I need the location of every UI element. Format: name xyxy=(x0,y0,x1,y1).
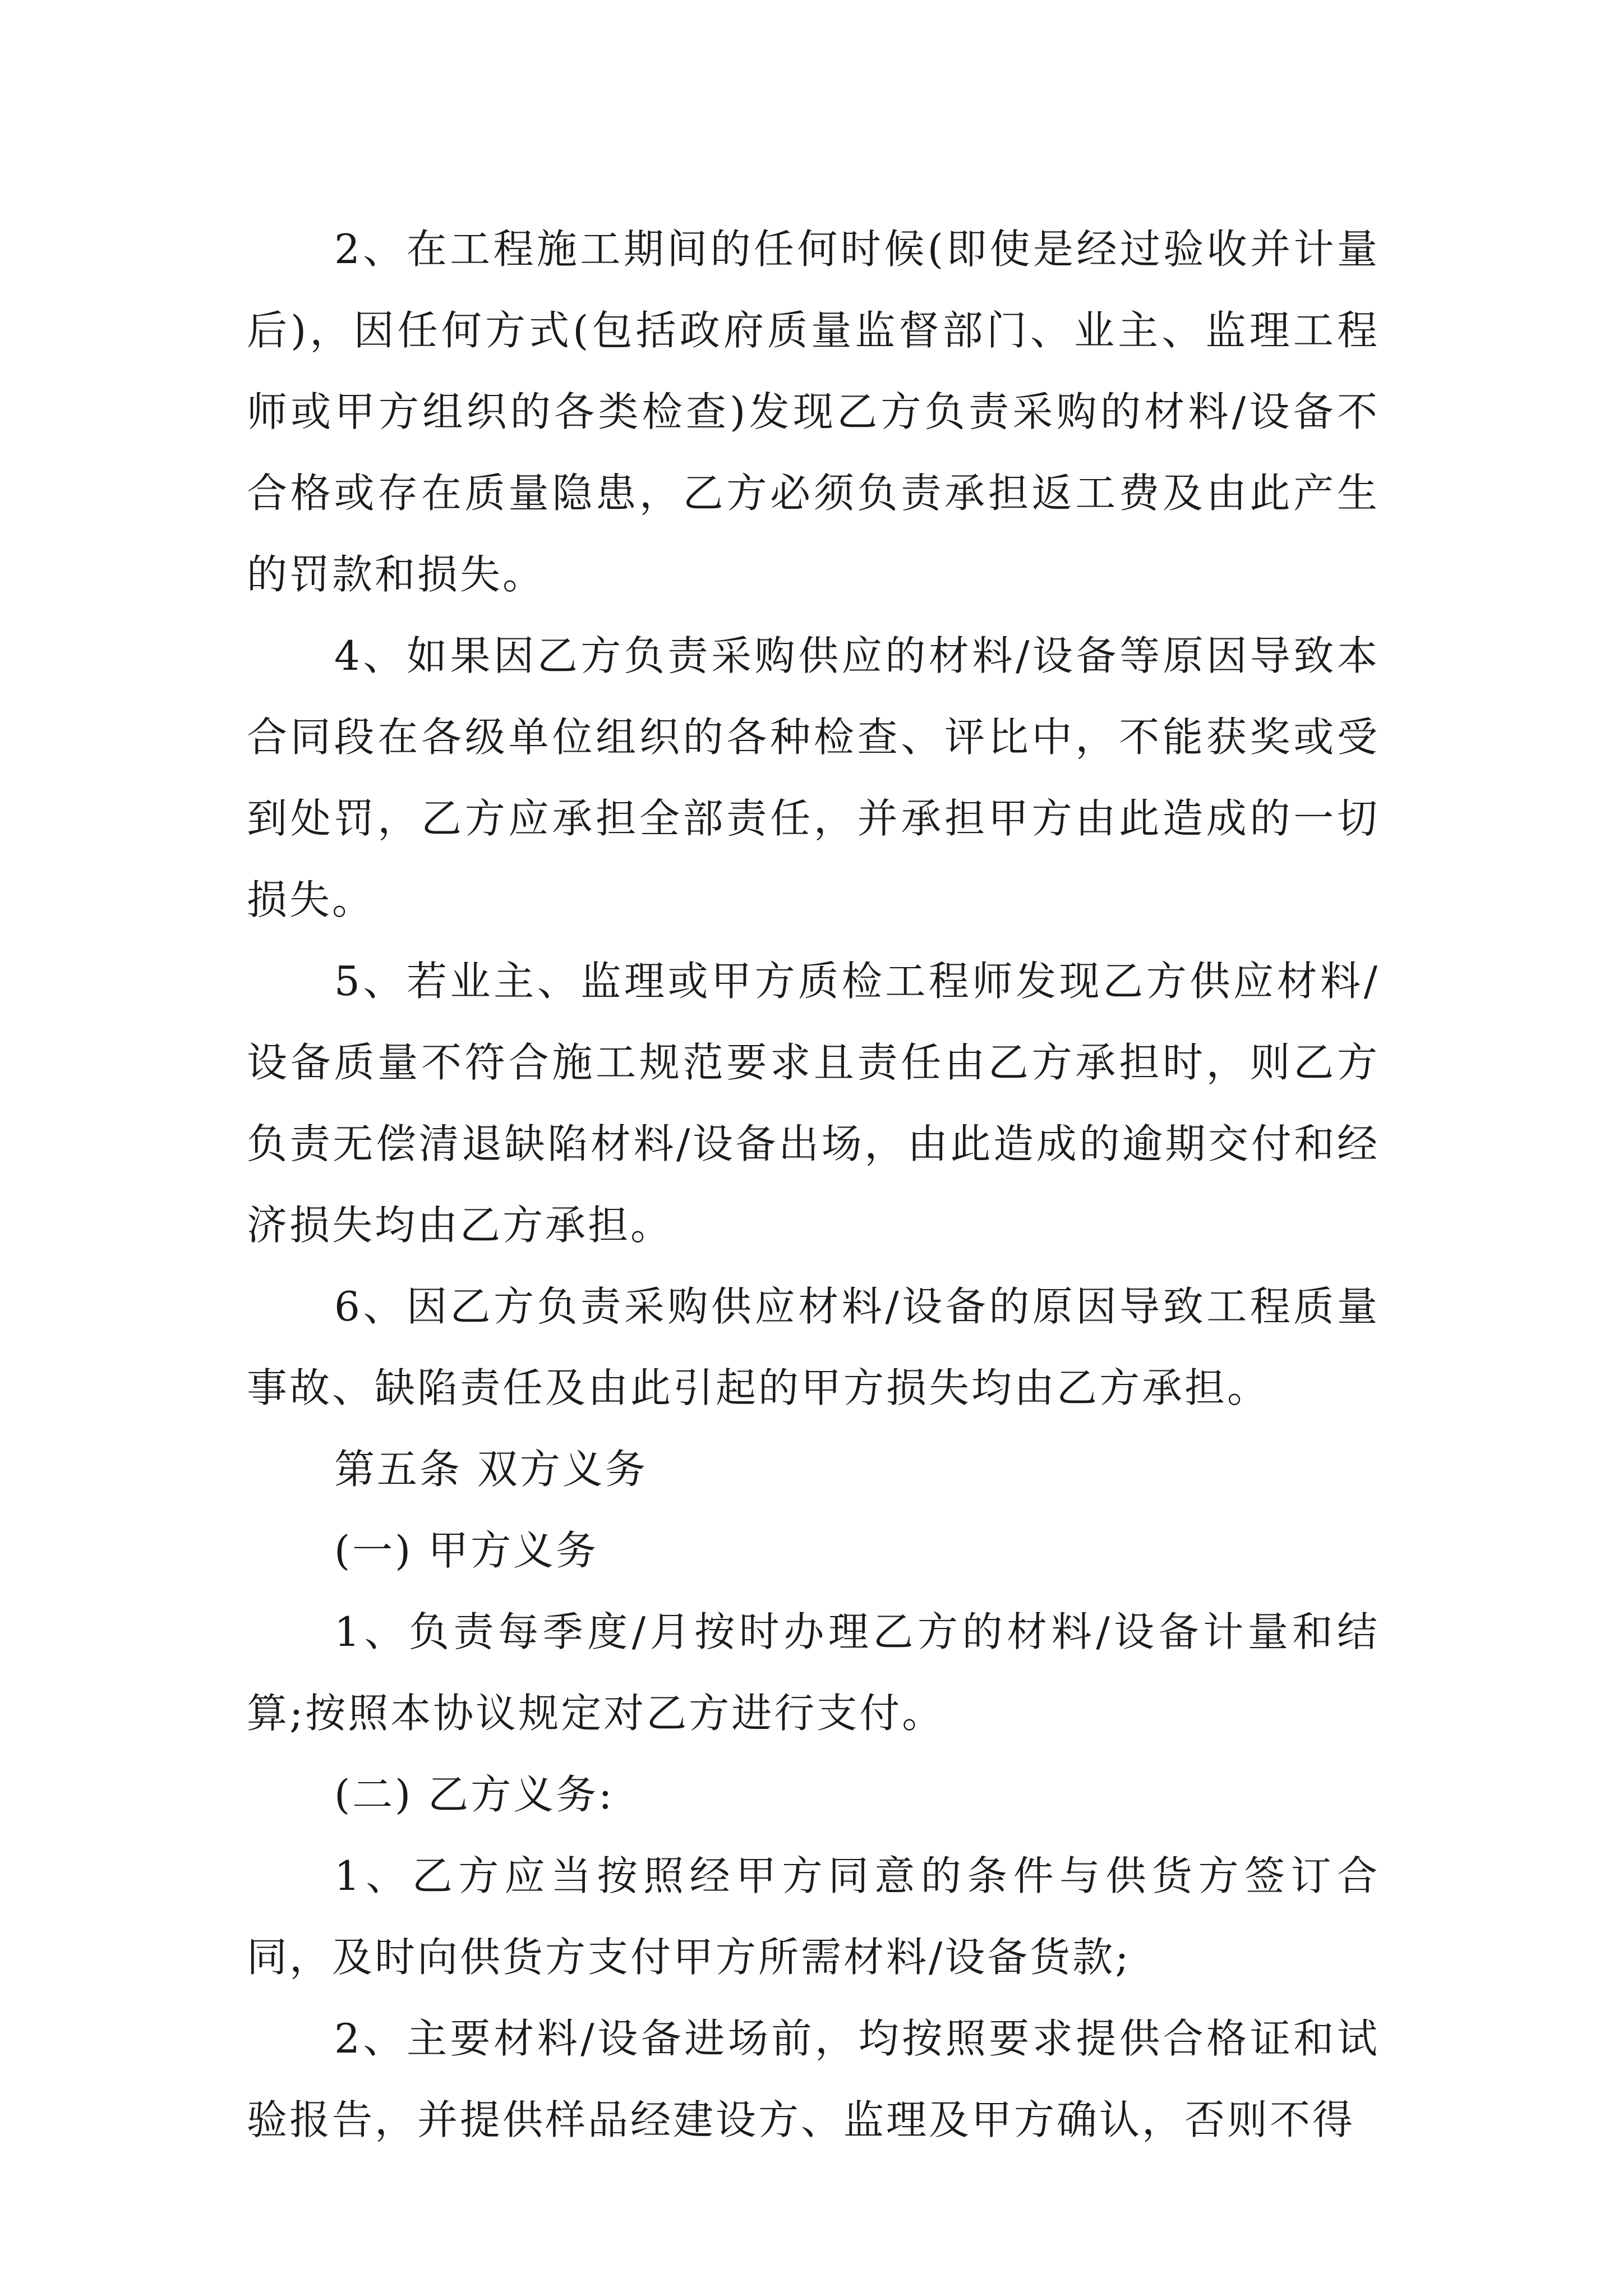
party-b-item: 2、主要材料/设备进场前，均按照要求提供合格证和试验报告，并提供样品经建设方、监理及甲方确认，否则不得 xyxy=(247,2015,1380,2143)
clause-paragraph: 6、因乙方负责采购供应材料/设备的原因导致工程质量事故、缺陷责任及由此引起的甲方损失均由乙方承担。 xyxy=(247,1283,1380,1411)
party-b-item: 1、乙方应当按照经甲方同意的条件与供货方签订合同，及时向供货方支付甲方所需材料/设备货款; xyxy=(247,1852,1380,1981)
document-body xyxy=(247,209,1380,2161)
clause-paragraph: 5、若业主、监理或甲方质检工程师发现乙方供应材料/设备质量不符合施工规范要求且责任由乙方承担时，则乙方负责无偿清退缺陷材料/设备出场，由此造成的逾期交付和经济损失均由乙方承担。 xyxy=(247,958,1380,1249)
party-b-heading: (二) 乙方义务: xyxy=(334,1771,615,1818)
party-a-heading: (一) 甲方义务 xyxy=(334,1527,599,1574)
party-a-item: 1、负责每季度/月按时办理乙方的材料/设备计量和结算;按照本协议规定对乙方进行支付。 xyxy=(247,1608,1380,1737)
clause-paragraph: 4、如果因乙方负责采购供应的材料/设备等原因导致本合同段在各级单位组织的各种检查、评比中，不能获奖或受到处罚，乙方应承担全部责任，并承担甲方由此造成的一切损失。 xyxy=(247,632,1380,923)
clause-paragraph: 2、在工程施工期间的任何时候(即使是经过验收并计量后)，因任何方式(包括政府质量监督部门、业主、监理工程师或甲方组织的各类检查)发现乙方负责采购的材料/设备不合格或存在质量隐患，乙方必须负责承担返工费及由此产生的罚款和损失。 xyxy=(247,226,1380,598)
article-heading: 第五条 双方义务 xyxy=(334,1446,648,1493)
